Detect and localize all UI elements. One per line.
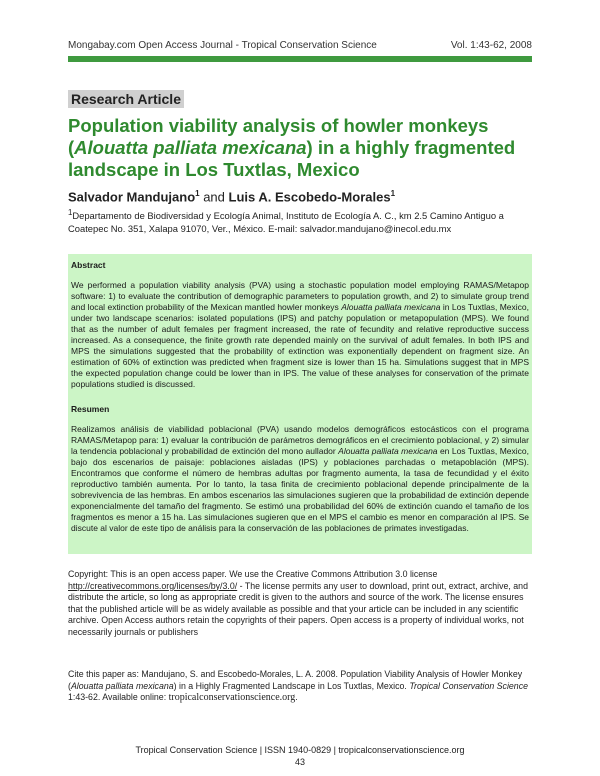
citation-site: tropicalconservationscience.org bbox=[168, 692, 296, 704]
abstract-p1: We performed a population viability analysis (PVA) using a stochastic population model employing RAMAS/Metapop software: 1) to evaluate the contribution of demographic parameters to population growth, and 2) to simulate group trend and local extinction probability of the Mexican mantled howler monkeys bbox=[71, 280, 529, 312]
resumen-p1-rest: en Los Tuxtlas, Mexico, bajo dos escenarios de paisaje: poblaciones aisladas (IPS) y poblaciones parchadas o metapoblación (MPS). Encontramos que conforme el número de hembras adultas por fragmento aumenta, la tasa de fecundidad y el éxito reproductivo también aumenta. Por lo tanto, la tasa finita de crecimiento poblacional depende principalmente de la sobrevivencia de las hembras. En ambos escenarios las simulaciones sugieren que la probabilidad de extinción depende exponencialmente del tamaño del fragmento. Se estimó una probabilidad del 60% de extinción cuando el tamaño de los fragmentos es menor a 15 ha. Las simulaciones sugieren que en el MPS el cambio es menor en comparación al IPS. Se discute al valor de este tipo de análisis para la conservación de las poblaciones de primates investigadas. bbox=[71, 446, 529, 533]
citation-journal: Tropical Conservation Science bbox=[409, 680, 528, 691]
title-species: Alouatta palliata mexicana bbox=[74, 137, 307, 158]
affiliation-text: Departamento de Biodiversidad y Ecología Animal, Instituto de Ecología A. C., km 2.5 Camino Antiguo a Coatepec No. 351, Xalapa 91070, Ver., México. E-mail: salvador.mandujano@inecol.edu.mx bbox=[68, 210, 504, 234]
abstract-p1-rest: in Los Tuxtlas, Mexico, under two landscape scenarios: isolated populations (IPS) and patchy population or metapopulation (MPS). We found that as the number of adult females per fragment increased, the rate of fecundity and relative reproductive success increased. As a consequence, the finite growth rate depended mainly on the survival of adult females. In both IPS and MPS the simulations suggested that the probability of extinction was exponentially dependent on fragment size. An estimation of 60% of extinction was predicted when fragment size is lower than 15 ha. Simulations suggest that in MPS the expected population change could be lower than in IPS. The value of these analyses for conservation of the primate populations studied is discussed. bbox=[71, 302, 530, 389]
journal-header-text: Mongabay.com Open Access Journal - Tropical Conservation Science bbox=[68, 40, 377, 51]
abstract-heading: Abstract bbox=[71, 260, 106, 270]
author-1-affil-mark: 1 bbox=[195, 189, 200, 198]
citation-pages: 1:43-62. Available online: bbox=[68, 692, 169, 703]
author-conjunction: and bbox=[199, 189, 229, 205]
volume-header-text: Vol. 1:43-62, 2008 bbox=[450, 40, 532, 51]
affiliation-mark: 1 bbox=[68, 208, 73, 217]
affiliation bbox=[68, 207, 538, 235]
title-part-2: ) in a highly fragmented landscape in Los Tuxtlas, Mexico bbox=[68, 137, 516, 180]
abstract-text bbox=[71, 280, 529, 390]
copyright-rest: - The license permits any user to download, print out, extract, archive, and distribute the article, so long as appropriate credit is given to the authors and source of the work. The license ensures that the published article will be as widely available as possible and that your article can be included in any scientific archive. Open Access authors retain the copyrights of their papers. Open access is a property of individual works, not necessarily journals or publishers bbox=[68, 580, 528, 637]
citation-end: . bbox=[295, 692, 298, 703]
citation bbox=[68, 669, 538, 704]
citation-mid: ) in a Highly Fragmented Landscape in Los Tuxtlas, Mexico. bbox=[173, 680, 410, 691]
license-link[interactable]: http://creativecommons.org/licenses/by/3.0/ bbox=[68, 580, 238, 591]
author-1: Salvador Mandujano bbox=[68, 189, 196, 205]
resumen-heading: Resumen bbox=[71, 404, 110, 414]
running-header bbox=[68, 40, 532, 51]
page-number: 43 bbox=[294, 756, 305, 767]
copyright-lead: Copyright: This is an open access paper. We use the Creative Commons Attribution 3.0 license bbox=[68, 569, 438, 579]
resumen-species: Alouatta palliata mexicana bbox=[338, 446, 438, 456]
title-part-1: Population viability analysis of howler monkeys ( bbox=[68, 115, 489, 158]
citation-lead: Cite this paper as: Mandujano, S. and Escobedo-Morales, L. A. 2008. Population Viability Analysis of Howler Monkey ( bbox=[68, 669, 523, 691]
article-title bbox=[68, 115, 538, 181]
footer-journal-line: Tropical Conservation Science | ISSN 1940-0829 | tropicalconservationscience.org bbox=[135, 745, 465, 755]
page-footer bbox=[0, 745, 600, 768]
header-rule bbox=[68, 56, 532, 62]
citation-species: Alouatta palliata mexicana bbox=[70, 680, 174, 691]
resumen-p1: Realizamos análisis de viabilidad poblacional (PVA) usando modelos demográficos estocásticos con el programa RAMAS/Metapop para: 1) evaluar la contribución de parámetros demográficos en el crecimiento poblacional, y 2) simular la tendencia poblacional y probabilidad de extinción del mono aullador bbox=[71, 424, 529, 456]
resumen-text bbox=[71, 424, 529, 534]
abstract-species: Alouatta palliata mexicana bbox=[341, 302, 441, 312]
section-label: Research Article bbox=[68, 90, 184, 108]
abstract-box bbox=[68, 254, 532, 554]
author-list bbox=[68, 189, 395, 204]
copyright-notice bbox=[68, 569, 538, 639]
author-2: Luis A. Escobedo-Morales bbox=[228, 189, 391, 205]
author-2-affil-mark: 1 bbox=[390, 189, 396, 198]
